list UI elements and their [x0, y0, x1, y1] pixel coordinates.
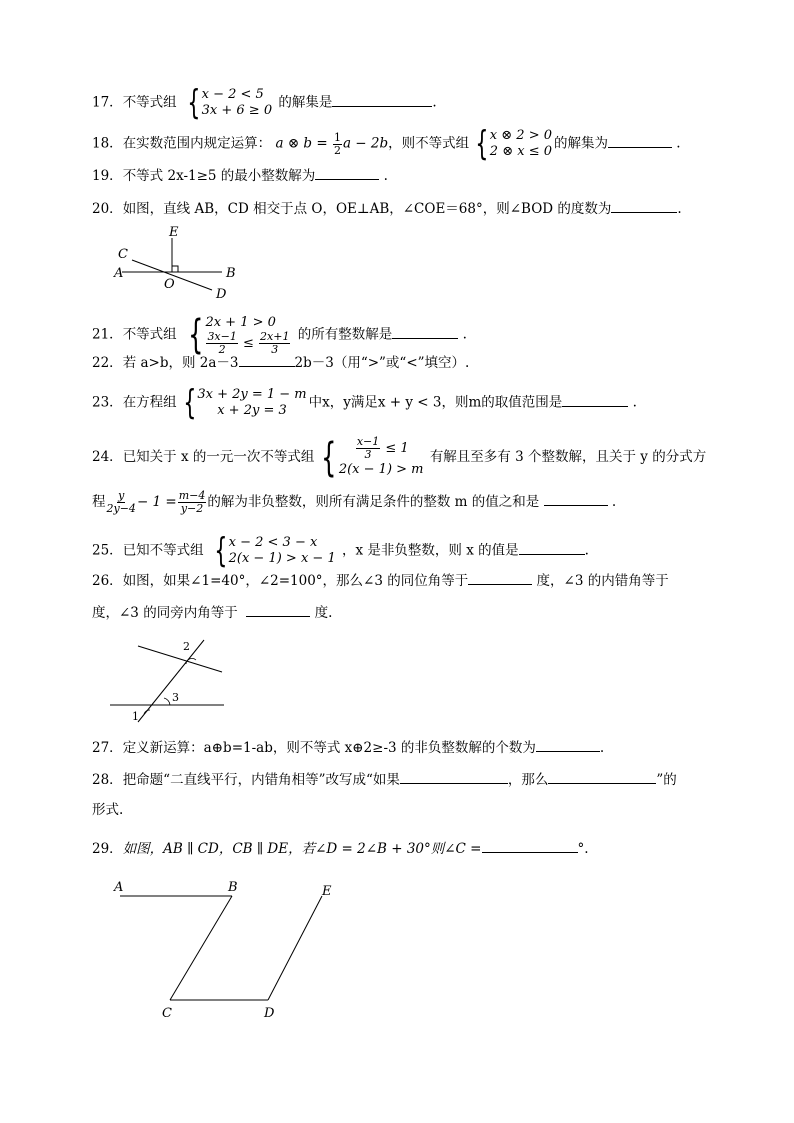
answer-blank[interactable] [332, 92, 432, 107]
answer-blank[interactable] [392, 324, 458, 339]
segment-de [268, 896, 322, 1000]
inequality-system: { x ⊗ 2 > 0 2 ⊗ x ≤ 0 [475, 124, 552, 164]
question-27: 27．定义新运算：a⊕b=1-ab，则不等式 x⊕2≥-3 的非负整数解的个数为 . [92, 737, 604, 758]
right-angle-mark [172, 266, 178, 272]
label-e: E [169, 225, 179, 240]
fraction: $\frac{y}{2y-4}$ [106, 489, 136, 515]
question-23: 23．在方程组 { 3x + 2y = 1 − m x + 2y = 3 中x，y满足x + y < 3，则m的取值范围是 . [92, 383, 637, 423]
figure-26 [104, 630, 234, 726]
answer-blank-1[interactable] [468, 570, 532, 585]
question-26-line-2: 度，∠3 的同旁内角等于 度. [92, 602, 332, 623]
question-21: 21．不等式组 { 2x + 1 > 0 $\frac{3x-1}{2}$ ≤ $\frac{2x+1}{3}$ 的所有整数解是 . [92, 312, 467, 358]
answer-blank-if[interactable] [400, 769, 508, 784]
answer-blank[interactable] [239, 352, 295, 367]
label-angle-2: 2 [183, 640, 190, 653]
answer-blank[interactable] [544, 491, 608, 506]
label-d: D [264, 1006, 275, 1021]
figure-29 [108, 876, 348, 1026]
answer-blank[interactable] [482, 838, 578, 853]
answer-blank[interactable] [536, 737, 600, 752]
question-22: 22．若 a>b，则 2a－3 2b－3（用“>”或“<”填空）. [92, 352, 469, 373]
label-angle-3: 3 [172, 691, 179, 704]
question-19: 19．不等式 2x-1≥5 的最小整数解为 . [92, 165, 388, 186]
question-26: 26．如图，如果∠1=40°，∠2=100°，那么∠3 的同位角等于 度，∠3 的内错角等于 [92, 570, 669, 591]
segment-bc [170, 896, 232, 1000]
inequality-system: { x − 2 < 5 3x + 6 ≥ 0 [187, 83, 273, 123]
label-e: E [322, 884, 332, 899]
question-29: 29．如图，AB ∥ CD，CB ∥ DE，若∠D = 2∠B + 30°则∠C = °. [92, 838, 589, 859]
fraction: $\frac{2x+1}{3}$ [260, 330, 290, 356]
answer-blank[interactable] [519, 540, 585, 555]
figure-20 [108, 222, 248, 300]
label-b: B [226, 266, 236, 281]
label-b: B [228, 880, 238, 895]
question-24: 24．已知关于 x 的一元一次不等式组 { $\frac{x-1}{3}$ ≤ 1 2(x − 1) > m 有解且至多有 3 个整数解，且关于 y 的分式方 [92, 434, 707, 481]
equation-system: { 3x + 2y = 1 − m x + 2y = 3 [183, 383, 307, 423]
question-17: 17．不等式组 { x − 2 < 5 3x + 6 ≥ 0 的解集是 . [92, 83, 437, 123]
transversal [138, 640, 204, 722]
label-a: A [114, 880, 124, 895]
fraction: $\frac{3x-1}{2}$ [207, 330, 237, 356]
question-24-line-2: 程 $\frac{y}{2y-4}$ − 1 = $\frac{m-4}{y-2}$ 的解为非负整数，则所有满足条件的整数 m 的值之和是 . [92, 489, 617, 515]
label-o: O [164, 277, 175, 292]
fraction: $\frac{m-4}{y-2}$ [178, 489, 206, 515]
question-25: 25．已知不等式组 { x − 2 < 3 − x 2(x − 1) > x − 1 ，x 是非负整数，则 x 的值是 . [92, 531, 589, 571]
label-d: D [216, 287, 227, 300]
label-c: C [162, 1006, 172, 1021]
answer-blank[interactable] [562, 392, 628, 407]
angle-3-arc [164, 698, 170, 705]
label-c: C [118, 247, 128, 262]
question-28: 28．把命题“二直线平行，内错角相等”改写成“如果 ，那么 ”的 [92, 769, 677, 790]
answer-blank[interactable] [315, 165, 379, 180]
question-18: 18．在实数范围内规定运算： a ⊗ b = $\frac{1}{2}$ a − 2b，则不等式组 { x ⊗ 2 > 0 2 ⊗ x ≤ 0 的解集为 . [92, 124, 681, 164]
fraction: $\frac{x-1}{3}$ [356, 435, 380, 461]
answer-blank-3[interactable] [246, 602, 310, 617]
question-28-line-2: 形式. [92, 802, 124, 818]
line-top [138, 646, 222, 672]
question-20: 20．如图，直线 AB，CD 相交于点 O，OE⊥AB，∠COE＝68°，则∠BOD 的度数为 . [92, 198, 682, 219]
inequality-system: { x − 2 < 3 − x 2(x − 1) > x − 1 [214, 531, 336, 571]
inequality-system: { $\frac{x-1}{3}$ ≤ 1 2(x − 1) > m [321, 434, 424, 481]
answer-blank[interactable] [608, 133, 672, 148]
label-a: A [114, 266, 124, 281]
inequality-system: { 2x + 1 > 0 $\frac{3x-1}{2}$ ≤ $\frac{2x+1}{3}$ [188, 312, 290, 358]
answer-blank[interactable] [611, 198, 677, 213]
fraction: $\frac{1}{2}$ [333, 130, 341, 157]
label-angle-1: 1 [132, 710, 139, 723]
answer-blank-then[interactable] [548, 769, 656, 784]
